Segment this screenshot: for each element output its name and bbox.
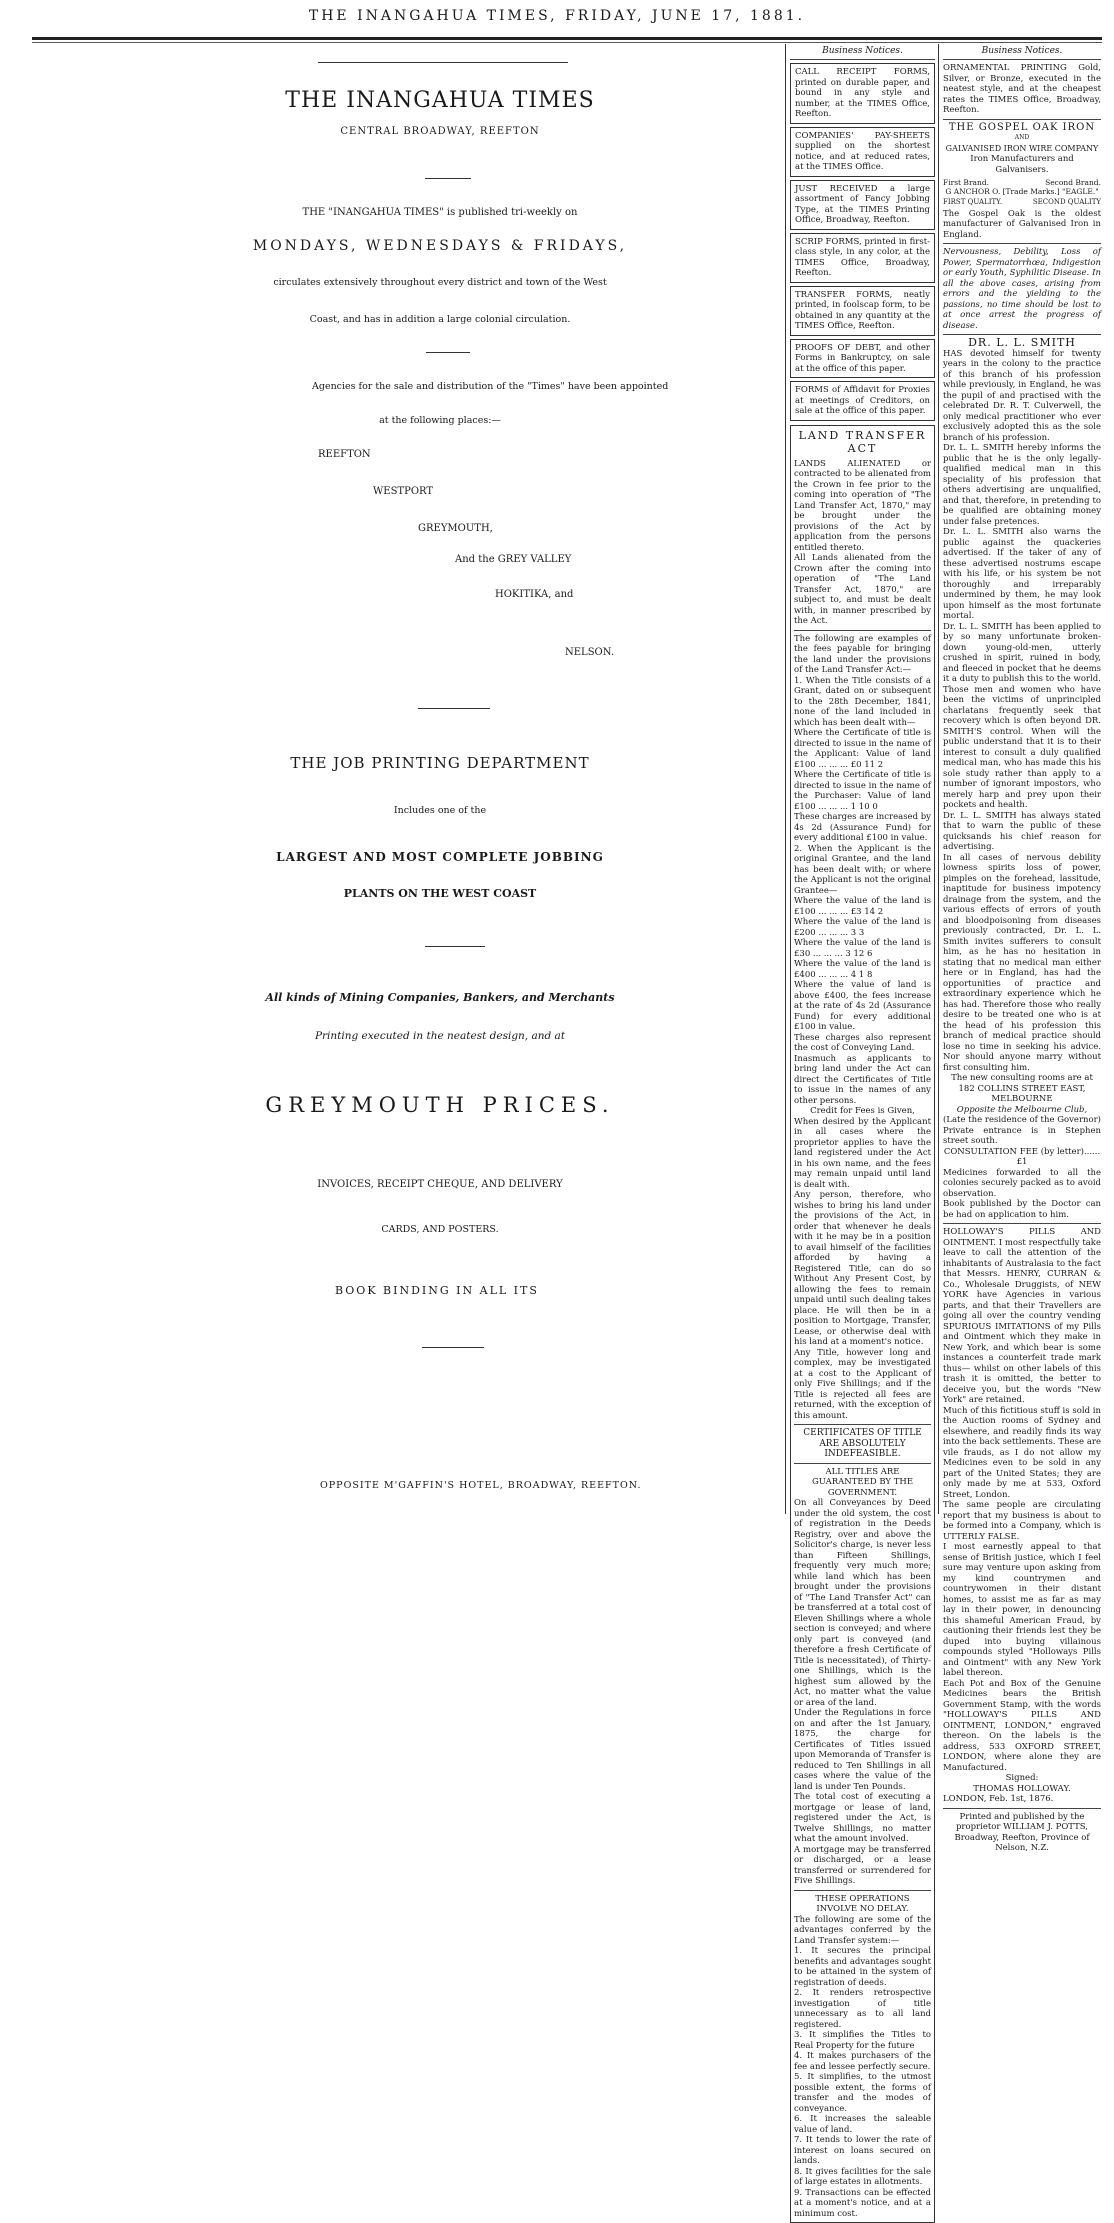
ornament-rule: [425, 178, 471, 179]
ad-affidavit: [790, 381, 935, 421]
ad-text: FORMS of Affidavit for Proxies at meetings of Creditors, on sale at the office of this paper.: [795, 385, 930, 416]
ad-days: MONDAYS, WEDNESDAYS & FRIDAYS,: [210, 238, 670, 254]
ad-address: CENTRAL BROADWAY, REEFTON: [210, 126, 670, 137]
job-allkinds: All kinds of Mining Companies, Bankers, and Merchants: [210, 991, 670, 1004]
dr-opposite: Opposite the Melbourne Club,: [943, 1105, 1101, 1116]
holloway-para: Much of this fictitious stuff is sold in the Auction rooms of Sydney and elsewhere, and readily finds its way into the back settlements. These are vile frauds, as I do not allow my Medicines even to be sold in any part of the United States; they are only made by me at 533, Oxford Street, London.: [943, 1406, 1101, 1501]
ad-circ2: Coast, and has in addition a large colonial circulation.: [210, 314, 670, 325]
dr-address: 182 COLLINS STREET EAST, MELBOURNE: [943, 1084, 1101, 1105]
gospel-mfr: Iron Manufacturers and Galvanisers.: [943, 154, 1101, 175]
quality-first: FIRST QUALITY.: [943, 198, 1002, 206]
credit-heading: Credit for Fees is Given,: [794, 1106, 931, 1117]
job-binding: BOOK BINDING IN ALL ITS: [335, 1284, 539, 1297]
fees-para: The following are examples of the fees payable for bringing the land under the provisions of the Land Transfer Act:—: [794, 634, 931, 676]
fees-para: Where the value of the land is £100 ... ... ... £3 14 2: [794, 896, 931, 917]
job-largest2: PLANTS ON THE WEST COAST: [210, 887, 670, 900]
holloway-ad: [943, 1227, 1101, 1805]
ad-text: TRANSFER FORMS, neatly printed, in foolscap form, to be obtained in any quantity at the TIMES Office, Reefton.: [795, 290, 930, 332]
fees-para: These charges are increased by 4s 2d (Assurance Fund) for every additional £100 in value.: [794, 812, 931, 844]
job-heading: THE JOB PRINTING DEPARTMENT: [210, 754, 670, 772]
dr-para: Dr. L. L. SMITH has always stated that to warn the public of these quicksands his chief reason for advertising.: [943, 811, 1101, 853]
dr-para: HAS devoted himself for twenty years in the colony to the practice of this branch of his profession while previously, in England, he was the pupil of and practised with the celebrated Dr. R. T. Culverwell, the only medical practitioner who ever exclusively adopted this as the sole branch of his profession.: [943, 349, 1101, 444]
column-heading: Business Notices.: [790, 46, 935, 56]
job-largest1: LARGEST AND MOST COMPLETE JOBBING: [210, 850, 670, 864]
job-opposite: OPPOSITE M'GAFFIN'S HOTEL, BROADWAY, REEFTON.: [320, 1480, 642, 1491]
right-column: [943, 46, 1101, 1854]
dr-para: Dr. L. L. SMITH also warns the public against the quackeries advertised. If the taker of any of these advertised nostrums escape with his life, or his system be not thoroughly and irreparably undermined by them, he may look upon himself as the most fortunate mortal.: [943, 527, 1101, 622]
ad-text: COMPANIES' PAY-SHEETS supplied on the shortest notice, and at reduced rates, at the TIMES Office.: [795, 131, 930, 173]
masthead-rule-thin: [32, 42, 1102, 43]
dr-para: (Late the residence of the Governor) Private entrance is in Stephen street south.: [943, 1115, 1101, 1147]
ops-para: 6. It increases the saleable value of land.: [794, 2114, 931, 2135]
ops-para: 9. Transactions can be effected at a moment's notice, and at a minimum cost.: [794, 2188, 931, 2220]
brand-marks: G ANCHOR O. [Trade Marks.] "EAGLE.": [943, 187, 1101, 198]
fees-para: Where the value of the land is £200 ... ... ... 3 3: [794, 917, 931, 938]
quality-row: [943, 198, 1101, 206]
masthead-rule: [32, 37, 1102, 40]
column-heading: Business Notices.: [943, 46, 1101, 56]
gospel-title: THE GOSPEL OAK IRON: [943, 123, 1101, 134]
ad-scrip: [790, 233, 935, 283]
masthead: THE INANGAHUA TIMES, FRIDAY, JUNE 17, 1881.: [0, 8, 1114, 24]
job-prices: GREYMOUTH PRICES.: [210, 1093, 670, 1117]
imprint: Printed and published by the proprietor WILLIAM J. POTTS, Broadway, Reefton, Province of Nelson, N.Z.: [943, 1812, 1101, 1854]
fees-para: Where the value of land is above £400, the fees increase at the rate of 4s 2d (Assurance Fund) for every additional £100 in value.: [794, 980, 931, 1033]
ad-places: at the following places:—: [210, 415, 670, 426]
fees-para: Where the Certificate of title is directed to issue in the name of the Applicant: Value of land £100 ... ... ... £0 11 2: [794, 728, 931, 770]
ad-circ1: circulates extensively throughout every district and town of the West: [210, 277, 670, 288]
land-para: All Lands alienated from the Crown after the coming into operation of "The Land Transfer Act, 1870," are subject to, and must be dealt with, in manner prescribed by the Act.: [794, 553, 931, 627]
dr-para: Dr. L. L. SMITH hereby informs the public that he is the only legally-qualified medical man in this speciality of his profession that others advertising are unqualified, and that, therefore, in pretending to be qualified are obtaining money under false pretences.: [943, 443, 1101, 527]
ornament-rule: [422, 1347, 484, 1348]
holloway-para: HOLLOWAY'S PILLS AND OINTMENT. I most respectfully take leave to call the attention of the inhabitants of Australasia to the fact that Messrs. HENRY, CURRAN & Co., Wholesale Druggists, of NEW YORK have Agencies in various parts, and that their Travellers are going all over the country vending SPURIOUS IMITATIONS of my Pills and Ointment which they make in New York, and which bear is some instances a counterfeit trade mark thus— whilst on other labels of this trash it is omitted, the better to deceive you, but the words "New York" are retained.: [943, 1227, 1101, 1406]
guar-para: On all Conveyances by Deed under the old system, the cost of registration in the Deeds Registry, over and above the Solicitor's charge, is never less than Fifteen Shillings, frequently very much more; while land which has been brought under the provisions of "The Land Transfer Act" can be transferred at a total cost of Eleven Shillings where a whole section is conveyed; and where only part is conveyed (and therefore a fresh Certificate of Title is necessitated), of Thirty-one Shillings, which is the highest sum allowed by the Act, no matter what the value or area of the land.: [794, 1498, 931, 1708]
dr-para: Dr. L. L. SMITH has been applied to by so many unfortunate broken-down young-old-men, utterly crushed in spirit, ruined in body, and fleeced in pocket that he deems it a duty to publish this to the world.: [943, 622, 1101, 685]
gospel-and: AND: [943, 133, 1101, 144]
land-title: LAND TRANSFER ACT: [794, 429, 931, 455]
holloway-para: I most earnestly appeal to that sense of British justice, which I feel sure may venture upon asking from my kind countrymen and countrywomen in their distant homes, to assist me as far as may lay in their power, in denouncing this shameful American Fraud, by cautioning their friends lest they be duped into buying villainous compounds styled "Holloways Pills and Ointment" with any New York label thereon.: [943, 1542, 1101, 1679]
job-printing: Printing executed in the neatest design, and at: [210, 1030, 670, 1042]
ad-type: [790, 180, 935, 230]
ad-text: SCRIP FORMS, printed in first-class style, in any color, at the TIMES Office, Broadway, Reefton.: [795, 237, 930, 279]
ornament-rule: [426, 352, 470, 353]
dr-rooms: The new consulting rooms are at: [943, 1073, 1101, 1084]
fees-para: 1. When the Title consists of a Grant, dated on or subsequent to the 28th December, 1841, none of the land included in which has been dealt with—: [794, 676, 931, 729]
dr-fee: CONSULTATION FEE (by letter)......£1: [943, 1147, 1101, 1168]
ops-heading: THESE OPERATIONS INVOLVE NO DELAY.: [794, 1894, 931, 1915]
ad-text: JUST RECEIVED a large assortment of Fancy Jobbing Type, at the TIMES Printing Office, Broadway, Reefton.: [795, 184, 930, 226]
job-includes: Includes one of the: [210, 805, 670, 816]
holloway-date: LONDON, Feb. 1st, 1876.: [943, 1794, 1101, 1805]
ad-transfer: [790, 286, 935, 336]
holloway-signed: Signed:: [943, 1773, 1101, 1784]
ops-para: 5. It simplifies, to the utmost possible extent, the forms of transfer and the modes of conveyance.: [794, 2072, 931, 2114]
gospel-company: GALVANISED IRON WIRE COMPANY: [943, 144, 1101, 155]
land-transfer-notice: [790, 425, 935, 2223]
ad-top-rule: [318, 62, 568, 63]
place-greymouth: GREYMOUTH,: [418, 523, 493, 534]
place-nelson: NELSON.: [565, 647, 614, 658]
guar-para: A mortgage may be transferred or discharged, or a lease transferred or surrendered for Five Shillings.: [794, 1845, 931, 1887]
guar-para: Under the Regulations in force on and after the 1st January, 1875, the charge for Certificates of Titles issued upon Memoranda of Transfer is reduced to Ten Shillings in all cases where the value of the land is under Ten Pounds.: [794, 1708, 931, 1792]
land-para: LANDS ALIENATED or contracted to be alienated from the Crown in fee prior to the coming into operation of "The Land Transfer Act, 1870," may be brought under the provisions of the Act by application from the persons entitled thereto.: [794, 459, 931, 554]
ops-para: 2. It renders retrospective investigation of title unnecessary as to all land registered.: [794, 1988, 931, 2030]
job-invoices: INVOICES, RECEIPT CHEQUE, AND DELIVERY: [210, 1179, 670, 1190]
dr-smith-title: DR. L. L. SMITH: [943, 338, 1101, 349]
holloway-signature: THOMAS HOLLOWAY.: [943, 1784, 1101, 1795]
credit-para: Any Title, however long and complex, may be investigated at a cost to the Applicant of only Five Shillings; and if the Title is rejected all fees are returned, with the exception of this amount.: [794, 1348, 931, 1422]
guar-heading: ALL TITLES ARE GUARANTEED BY THE GOVERNMENT.: [794, 1467, 931, 1499]
ops-para: 1. It secures the principal benefits and advantages sought to be attained in the system of registration of deeds.: [794, 1946, 931, 1988]
dr-para: Those men and women who have been the victims of unprincipled charlatans frequently seek that recovery which is often beyond DR. SMITH'S control. When will the public understand that it is to their interest to consult a duly qualified medical man, who has made this his sole study rather than apply to a number of ignorant impostors, who merely harp and prey upon their pockets and health.: [943, 685, 1101, 811]
ops-para: 7. It tends to lower the rate of interest on loans secured on lands.: [794, 2135, 931, 2167]
fees-para: These charges also represent the cost of Conveying Land.: [794, 1033, 931, 1054]
ops-para: The following are some of the advantages conferred by the Land Transfer system:—: [794, 1915, 931, 1947]
column-divider: [938, 44, 939, 1514]
cert-heading: CERTIFICATES OF TITLE ARE ABSOLUTELY INDEFEASIBLE.: [794, 1428, 931, 1460]
place-grey-valley: And the GREY VALLEY: [455, 554, 571, 565]
brand-row: [943, 178, 1101, 187]
holloway-para: Each Pot and Box of the Genuine Medicines bears the British Government Stamp, with the words "HOLLOWAY'S PILLS AND OINTMENT, LONDON," engraved thereon. On the labels is the address, 533 OXFORD STREET, LONDON, where alone they are Manufactured.: [943, 1679, 1101, 1774]
credit-para: Any person, therefore, who wishes to bring his land under the provisions of the Act, in order that whenever he deals with it he may be in a position to avail himself of the facilities afforded by having a Registered Title, can do so Without Any Present Cost, by allowing the fees to remain unpaid until such dealing takes place. He will then be in a position to Mortgage, Transfer, Lease, or otherwise deal with his land at a moment's notice.: [794, 1190, 931, 1348]
ops-para: 8. It gives facilities for the sale of large estates in allotments.: [794, 2167, 931, 2188]
place-reefton: REEFTON: [318, 449, 371, 460]
ad-text: PROOFS OF DEBT, and other Forms in Bankruptcy, on sale at the office of this paper.: [795, 343, 930, 374]
ad-published: THE "INANGAHUA TIMES" is published tri-weekly on: [210, 207, 670, 218]
holloway-para: The same people are circulating report that my business is about to be formed into a Company, which is UTTERLY FALSE.: [943, 1500, 1101, 1542]
dr-para: In all cases of nervous debility lowness spirits loss of power, pimples on the forehead, lassitude, inaptitude for business impotency drainage from the system, and the various effects of errors of youth and bloodpoisoning from diseases previously contracted, Dr. L. L. Smith invites sufferers to consult him, as he has no hesitation in stating that no medical man either here or in England, has had the opportunities of practice and extraordinary experience which he has had. Therefore those who really desire to be treated one who is at the head of his profession this branch of medical practice should lose no time in seeking his advice. Nor should anyone marry without first consulting him.: [943, 853, 1101, 1074]
ornamental-ad: ORNAMENTAL PRINTING Gold, Silver, or Bronze, executed in the neatest style, and at the cheapest rates the TIMES Office, Broadway, Reefton.: [943, 63, 1101, 116]
brand-second: Second Brand.: [1045, 178, 1101, 187]
fees-para: Inasmuch as applicants to bring land under the Act can direct the Certificates of Title to issue in the names of any other persons.: [794, 1054, 931, 1107]
ops-para: 4. It makes purchasers of the fee and lessee perfectly secure.: [794, 2051, 931, 2072]
ornament-rule: [425, 946, 485, 947]
fees-para: Where the Certificate of title is directed to issue in the name of the Purchaser: Value of land £100 ... ... ... 1 10 0: [794, 770, 931, 812]
ad-proofs: [790, 339, 935, 379]
quality-second: SECOND QUALITY: [1033, 198, 1101, 206]
ad-agencies: Agencies for the sale and distribution of the "Times" have been appointed: [312, 381, 672, 392]
credit-para: When desired by the Applicant in all cases where the proprietor applies to have the land registered under the Act in his own name, and the fees may remain unpaid until land is dealt with.: [794, 1117, 931, 1191]
dr-para: Book published by the Doctor can be had on application to him.: [943, 1199, 1101, 1220]
ornament-rule: [418, 708, 490, 709]
guar-para: The total cost of executing a mortgage or lease of land, registered under the Act, is Twelve Shillings, no matter what the amount involved.: [794, 1792, 931, 1845]
column-divider: [785, 44, 786, 1514]
fees-para: 2. When the Applicant is the original Grantee, and the land has been dealt with; or where the Applicant is not the original Grantee—: [794, 844, 931, 897]
brand-first: First Brand.: [943, 178, 989, 187]
place-hokitika: HOKITIKA, and: [495, 589, 573, 600]
ad-text: CALL RECEIPT FORMS, printed on durable paper, and bound in any style and number, at the TIMES Office, Reefton.: [795, 67, 930, 119]
place-westport: WESTPORT: [373, 486, 433, 497]
job-cards: CARDS, AND POSTERS.: [210, 1224, 670, 1235]
ops-para: 3. It simplifies the Titles to Real Property for the future: [794, 2030, 931, 2051]
ad-title: THE INANGAHUA TIMES: [210, 88, 670, 113]
nervousness-ad: Nervousness, Debility, Loss of Power, Spermatorrhœa, Indigestion or early Youth, Syphilitic Disease. In all the above cases, arising from errors and the yielding to the passions, no time should be lost to at once arrest the progress of disease.: [943, 247, 1101, 331]
ad-pay-sheets: [790, 127, 935, 177]
fees-para: Where the value of the land is £400 ... ... ... 4 1 8: [794, 959, 931, 980]
fees-para: Where the value of the land is £30 ... ... ... 3 12 6: [794, 938, 931, 959]
ad-call-receipt: [790, 63, 935, 124]
gospel-oldest: The Gospel Oak is the oldest manufacturer of Galvanised Iron in England.: [943, 209, 1101, 241]
middle-column: [790, 46, 935, 2223]
dr-para: Medicines forwarded to all the colonies securely packed as to avoid observation.: [943, 1168, 1101, 1200]
